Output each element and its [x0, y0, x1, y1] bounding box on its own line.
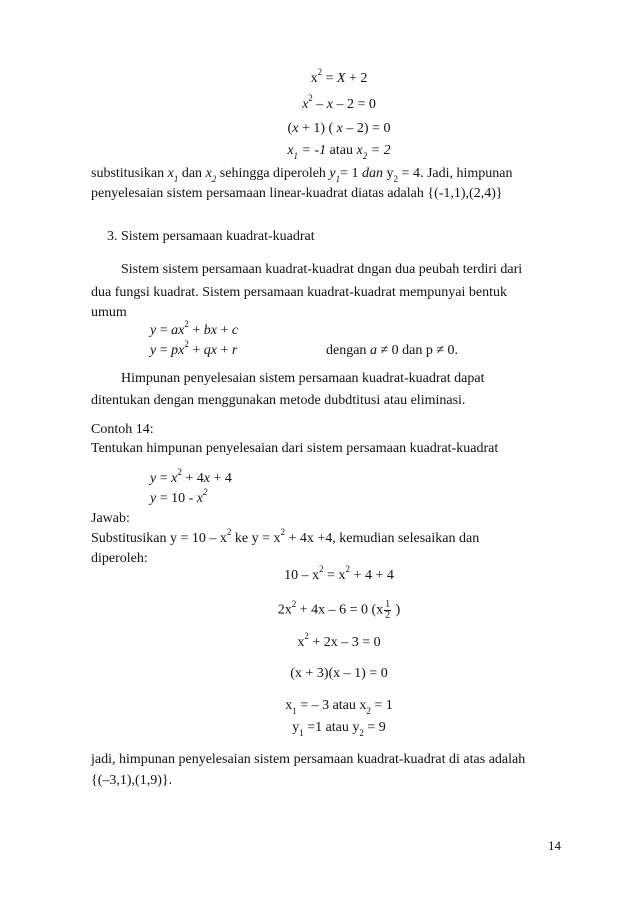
text-line: dua fungsi kuadrat. Sistem persamaan kuadrat-kuadrat mempunyai bentuk	[91, 285, 507, 300]
text-line: substitusikan $x_1$ dan $x_2$ sehingga diperoleh $y_1= 1$ dan $y_2 = 4$. Jadi, himpunan	[91, 166, 513, 184]
formula-line: $y = 10 - x^2$	[150, 487, 208, 506]
text-line: {(–3,1),(1,9)}.	[91, 773, 173, 788]
formula-line: $y = x^2 + 4x + 4$	[150, 467, 232, 486]
work-line: $10 - x^2 = x^2 + 4 + 4$	[284, 564, 394, 583]
answer-label: Jawab:	[91, 511, 130, 526]
work-line: $x_1$ = – 3 atau $x_2 = 1$	[285, 698, 393, 716]
example-title: Contoh 14:	[91, 422, 154, 437]
section-heading: 3. Sistem persamaan kuadrat-kuadrat	[107, 229, 315, 244]
page-number: 14	[548, 838, 561, 853]
text-line: umum	[91, 305, 127, 320]
fraction: $\frac{1}{2}$	[385, 599, 391, 621]
equation-line: (x + 1) ( x – 2) = 0	[287, 121, 391, 136]
text-line: penyelesaian sistem persamaan linear-kuadrat diatas adalah {(-1,1),(2,4)}	[91, 186, 503, 201]
equation-line: $x^2 - x - 2 = 0$	[302, 93, 376, 112]
formula-line: $y = px^2$ + qx + r	[150, 339, 238, 358]
work-line: (x + 3)(x – 1) = 0	[290, 666, 388, 681]
formula-line: $y = ax^2$ + bx + c	[150, 319, 239, 338]
work-line: $y_1 =1$ atau $y_2 = 9$	[292, 720, 386, 738]
text-line: ditentukan dengan menggunakan metode dubdtitusi atau eliminasi.	[91, 393, 466, 408]
text-line: Himpunan penyelesaian sistem persamaan kuadrat-kuadrat dapat	[121, 371, 485, 386]
text-line: diperoleh:	[91, 551, 148, 566]
equation-line: $x_1 = -1$ atau $x_2 = 2$	[287, 143, 391, 161]
text-line: Tentukan himpunan penyelesaian dari sistem persamaan kuadrat-kuadrat	[91, 441, 499, 456]
condition-text: dengan a ≠ 0 dan p ≠ 0.	[326, 343, 459, 358]
text-line: Substitusikan $y = 10 - x^2$ ke $y = x^2 + 4x +4$, kemudian selesaikan dan	[91, 527, 480, 546]
text-line: jadi, himpunan penyelesaian sistem persamaan kuadrat-kuadrat di atas adalah	[91, 752, 526, 767]
equation-line: $x^2 = X + 2$	[310, 67, 368, 86]
work-line: $x^2 + 2x - 3 = 0$	[297, 631, 381, 650]
work-line: $2x^2 + 4x - 6 = 0$ (x $\frac{1}{2}$ )	[277, 599, 401, 621]
text-line: Sistem sistem persamaan kuadrat-kuadrat dngan dua peubah terdiri dari	[121, 262, 523, 277]
